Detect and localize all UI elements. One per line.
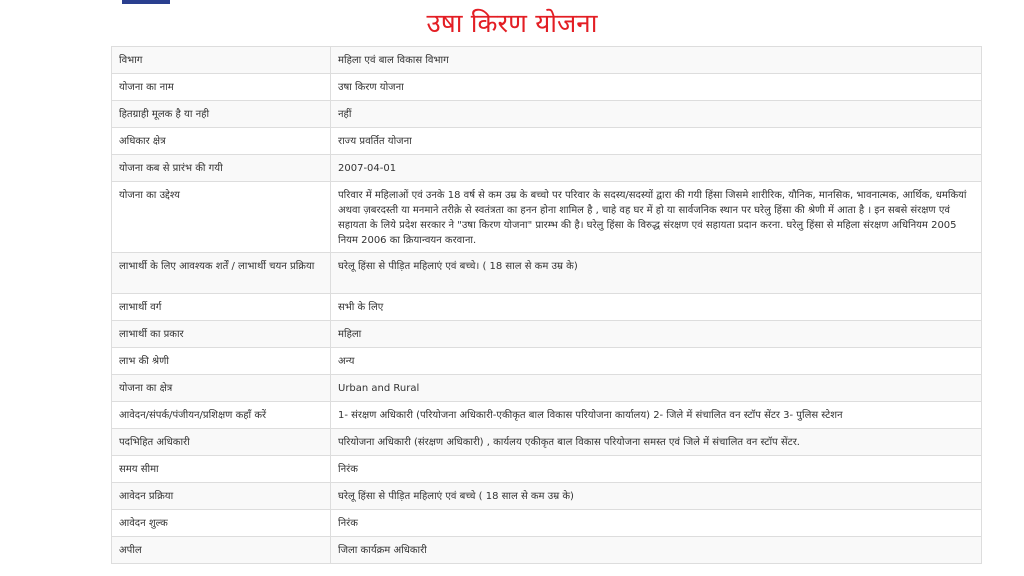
- row-label: आवेदन शुल्क: [112, 510, 331, 537]
- row-label: योजना कब से प्रारंभ की गयी: [112, 155, 331, 182]
- row-label: समय सीमा: [112, 456, 331, 483]
- row-value: घरेलू हिंसा से पीड़ित महिलाएं एवं बच्चे। ( 18 साल से कम उम्र के): [331, 253, 982, 294]
- row-value: उषा किरण योजना: [331, 74, 982, 101]
- table-row: [112, 101, 982, 128]
- header-logo-strip: [122, 0, 170, 4]
- table-row: [112, 155, 982, 182]
- row-value: घरेलू हिंसा से पीड़ित महिलाएं एवं बच्चे ( 18 साल से कम उम्र के): [331, 483, 982, 510]
- row-label: लाभार्थी के लिए आवश्यक शर्तें / लाभार्थी चयन प्रक्रिया: [112, 253, 331, 294]
- table-row: [112, 456, 982, 483]
- row-value: Urban and Rural: [331, 375, 982, 402]
- row-label: आवेदन/संपर्क/पंजीयन/प्रशिक्षण कहाँ करें: [112, 402, 331, 429]
- row-value: महिला: [331, 321, 982, 348]
- table-row: [112, 182, 982, 253]
- row-label: लाभ की श्रेणी: [112, 348, 331, 375]
- scheme-details-table: [111, 46, 982, 564]
- table-row: [112, 74, 982, 101]
- row-label: योजना का क्षेत्र: [112, 375, 331, 402]
- row-value: जिला कार्यक्रम अधिकारी: [331, 537, 982, 564]
- table-row: [112, 483, 982, 510]
- table-row: [112, 128, 982, 155]
- table-row: [112, 253, 982, 294]
- table-row: [112, 47, 982, 74]
- row-label: आवेदन प्रक्रिया: [112, 483, 331, 510]
- table-row: [112, 294, 982, 321]
- table-row: [112, 375, 982, 402]
- row-label: लाभार्थी वर्ग: [112, 294, 331, 321]
- table-row: [112, 402, 982, 429]
- row-value: 2007-04-01: [331, 155, 982, 182]
- row-value: 1- संरक्षण अधिकारी (परियोजना अधिकारी-एकीकृत बाल विकास परियोजना कार्यालय) 2- जिले में संचालित वन स्टॉप सेंटर 3- पुलिस स्टेशन: [331, 402, 982, 429]
- row-value: परिवार में महिलाओं एवं उनके 18 वर्ष से कम उम्र के बच्चो पर परिवार के सदस्य/सदस्यों द्वारा की गयी हिंसा जिसमे शारीरिक, यौनिक, मानसिक, भावनात्मक, आर्थिक, धमकियां अथवा ज़बरदस्ती या मनमाने तरीक़े से स्वतंत्रता का हनन होना शामिल है , चाहे वह घर में हो या सार्वजनिक स्थान पर घरेलु हिंसा की श्रेणी में आता है । इन सबसे संरक्षण एवं सहायता के लिये प्रदेश सरकार ने "उषा किरण योजना" प्रारम्भ की है। घरेलु हिंसा के विरुद्ध संरक्षण एवं सहायता प्रदान करना. घरेलु हिंसा से महिला संरक्षण अधिनियम 2005 नियम 2006 का क्रियान्वयन करवाना.: [331, 182, 982, 253]
- page-title: उषा किरण योजना: [426, 9, 598, 39]
- row-label: योजना का उद्देश्य: [112, 182, 331, 253]
- row-label: पदभिहित अधिकारी: [112, 429, 331, 456]
- row-value: नहीं: [331, 101, 982, 128]
- row-label: विभाग: [112, 47, 331, 74]
- row-value: परियोजना अधिकारी (संरक्षण अधिकारी) , कार्यलय एकीकृत बाल विकास परियोजना समस्त एवं जिले में संचालित वन स्टॉप सेंटर.: [331, 429, 982, 456]
- table-row: [112, 348, 982, 375]
- row-label: अपील: [112, 537, 331, 564]
- table-row: [112, 429, 982, 456]
- table-row: [112, 321, 982, 348]
- row-label: योजना का नाम: [112, 74, 331, 101]
- row-value: राज्य प्रवर्तित योजना: [331, 128, 982, 155]
- row-value: सभी के लिए: [331, 294, 982, 321]
- row-value: निरंक: [331, 456, 982, 483]
- row-value: अन्य: [331, 348, 982, 375]
- table-row: [112, 537, 982, 564]
- row-value: निरंक: [331, 510, 982, 537]
- row-value: महिला एवं बाल विकास विभाग: [331, 47, 982, 74]
- row-label: अधिकार क्षेत्र: [112, 128, 331, 155]
- row-label: हितग्राही मूलक है या नही: [112, 101, 331, 128]
- row-label: लाभार्थी का प्रकार: [112, 321, 331, 348]
- table-row: [112, 510, 982, 537]
